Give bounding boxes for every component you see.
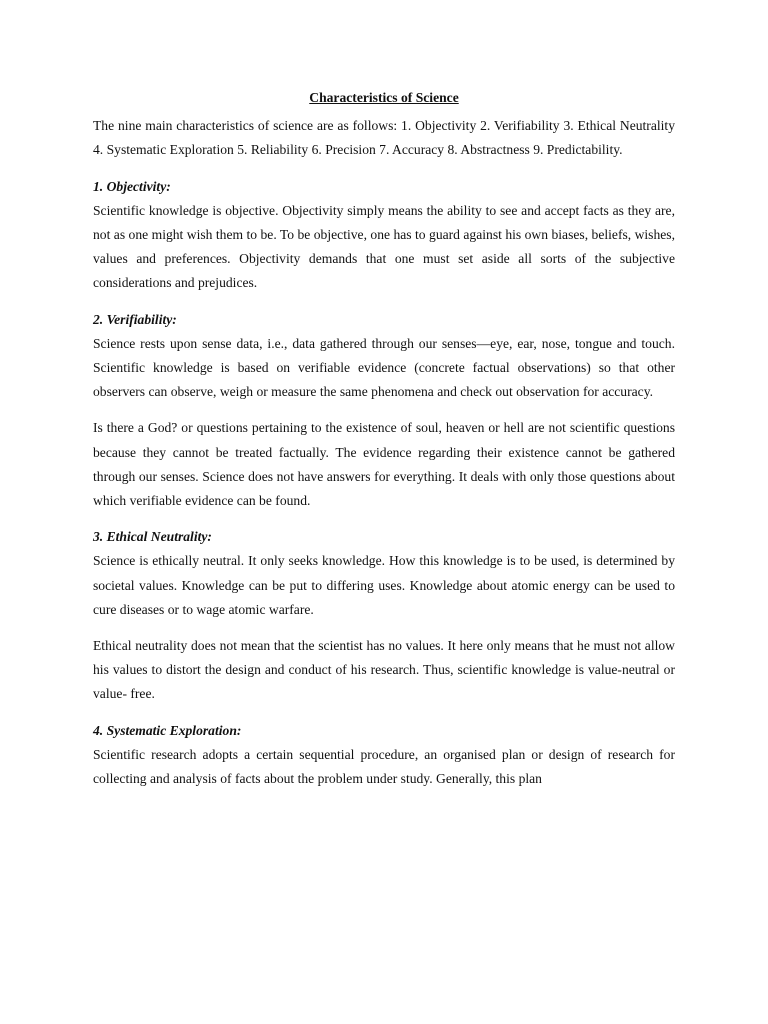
section-heading: 1. Objectivity:	[93, 178, 171, 194]
section-objectivity	[93, 175, 675, 296]
section-paragraph: Scientific research adopts a certain sequential procedure, an organised plan or design of research for collecting and analysis of facts about the problem under study. Generally, this plan	[93, 746, 675, 787]
section-heading: 3. Ethical Neutrality:	[93, 529, 212, 545]
section-systematic-exploration	[93, 719, 675, 792]
document-title: Characteristics of Science	[309, 90, 459, 105]
section-paragraph: Ethical neutrality does not mean that the scientist has no values. It here only means that he must not allow his values to distort the design and conduct of his research. Thus, scientific knowledge is value-neutral or value- free.	[93, 638, 675, 702]
section-ethical-neutrality	[93, 525, 675, 706]
section-heading: 4. Systematic Exploration:	[93, 722, 242, 738]
document-page	[93, 86, 675, 803]
section-heading: 2. Verifiability:	[93, 311, 177, 327]
section-paragraph: Science rests upon sense data, i.e., data gathered through our senses—eye, ear, nose, tongue and touch. Scientific knowledge is based on verifiable evidence (concrete factual observations) so that other observers can observe, weigh or measure the same phenomena and check out observation for accuracy.	[93, 335, 675, 400]
section-paragraph: Science is ethically neutral. It only seeks knowledge. How this knowledge is to be used, is determined by societal values. Knowledge can be put to differing uses. Knowledge about atomic energy can be used to cure diseases or to wage atomic warfare.	[93, 553, 675, 617]
section-paragraph: Scientific knowledge is objective. Objectivity simply means the ability to see and accept facts as they are, not as one might wish them to be. To be objective, one has to guard against his own biases, beliefs, wishes, values and preferences. Objectivity demands that one must set aside all sorts of the subjective considerations and prejudices.	[93, 202, 675, 291]
section-verifiability	[93, 308, 675, 514]
intro-paragraph: The nine main characteristics of science are as follows: 1. Objectivity 2. Verifiability 3. Ethical Neutrality 4. Systematic Exploration 5. Reliability 6. Precision 7. Accuracy 8. Abstractness 9. Predictability.	[93, 118, 675, 158]
section-paragraph: Is there a God? or questions pertaining to the existence of soul, heaven or hell are not scientific questions because they cannot be treated factually. The evidence regarding their existence cannot be gathered through our senses. Science does not have answers for everything. It deals with only those questions about which verifiable evidence can be found.	[93, 420, 675, 509]
